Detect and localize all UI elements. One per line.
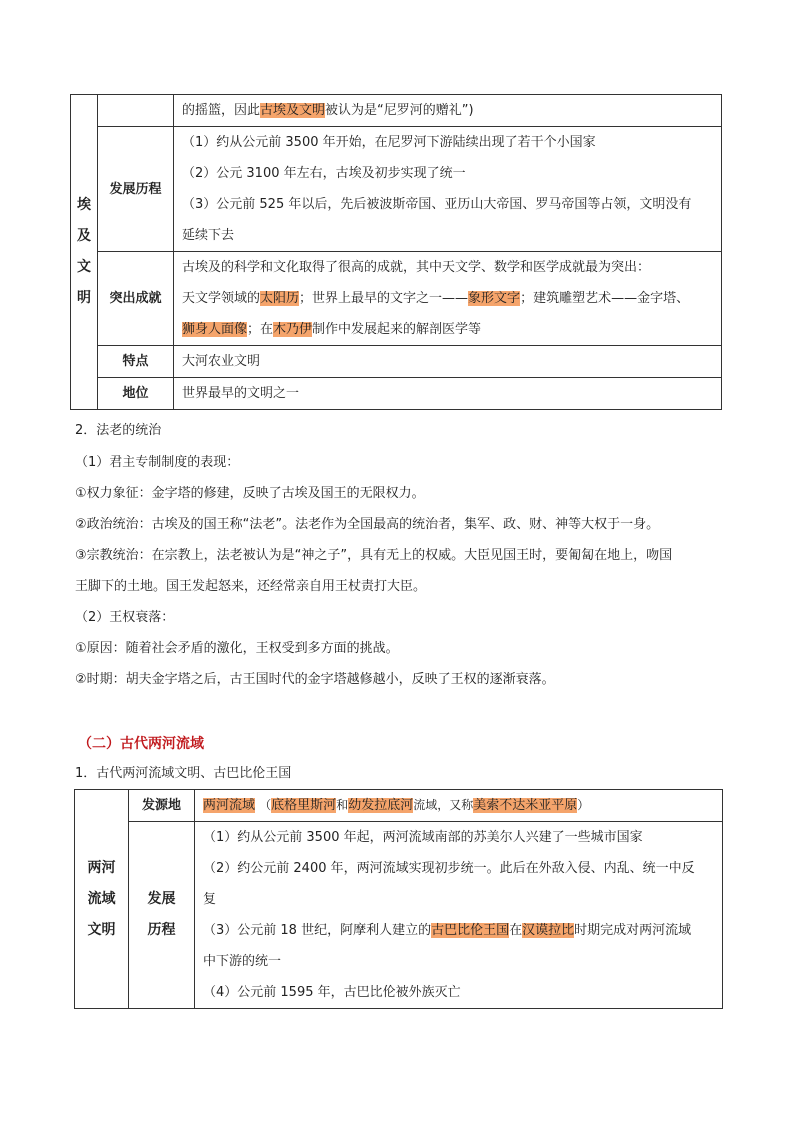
- subheading-decline: （2）王权衰落：: [75, 610, 175, 625]
- history-label: 发展 历程: [129, 822, 195, 1009]
- section-heading-mesopotamia: （二）古代两河流域: [78, 736, 204, 752]
- paragraph-religious-rule-cont: 王脚下的土地。国王发起怒来，还经常亲自用王杖责打大臣。: [75, 579, 427, 594]
- mesopotamia-table: [74, 789, 723, 1009]
- subheading-autocracy: （1）君主专制制度的表现：: [75, 455, 240, 470]
- feature-value: 大河农业文明: [174, 346, 722, 378]
- mesopotamia-side-label: 两河 流域 文明: [75, 790, 129, 1009]
- egypt-side-label: 埃 及 文 明: [71, 95, 98, 410]
- origin-cont-cell: 的摇篮，因此古埃及文明被认为是“尼罗河的赠礼”): [174, 95, 722, 127]
- history-cell: （1）约从公元前 3500 年起，两河流域南部的苏美尔人兴建了一些城市国家 （2）约公元前 2400 年，两河流域实现初步统一。此后在外敌入侵、内乱、统一中反 复 （3）公元前 18 世纪，阿摩利人建立的古巴比伦王国在汉谟拉比时期完成对两河流域 中下游的统一 （4）公元前 1595 年，古巴比伦被外族灭亡: [195, 822, 723, 1009]
- achievement-cell: 古埃及的科学和文化取得了很高的成就，其中天文学、数学和医学成就最为突出： 天文学领域的太阳历；世界上最早的文字之一——象形文字；建筑雕塑艺术——金字塔、 狮身人面像；在木乃伊制作中发展起来的解剖医学等: [174, 252, 722, 346]
- status-label: 地位: [98, 378, 174, 410]
- development-cell: （1）约从公元前 3500 年开始，在尼罗河下游陆续出现了若干个小国家 （2）公元 3100 年左右，古埃及初步实现了统一 （3）公元前 525 年以后，先后被波斯帝国、亚历山大帝国、罗马帝国等占领，文明没有 延续下去: [174, 127, 722, 252]
- status-value: 世界最早的文明之一: [174, 378, 722, 410]
- section-title-pharaoh: 2．法老的统治: [75, 423, 162, 438]
- achievement-label: 突出成就: [98, 252, 174, 346]
- paragraph-religious-rule: ③宗教统治：在宗教上，法老被认为是“神之子”，具有无上的权威。大臣见国王时，要匍匐在地上，吻国: [75, 548, 673, 563]
- egypt-civilization-table: [70, 94, 722, 410]
- origin-cell: 两河流域 （底格里斯河和幼发拉底河流域，又称美索不达米亚平原）: [195, 790, 723, 822]
- origin-label: 发源地: [129, 790, 195, 822]
- paragraph-political-rule: ②政治统治：古埃及的国王称“法老”。法老作为全国最高的统治者，集军、政、财、神等大权于一身。: [75, 517, 660, 532]
- paragraph-decline-cause: ①原因：随着社会矛盾的激化，王权受到多方面的挑战。: [75, 641, 399, 656]
- paragraph-power-symbol: ①权力象征：金字塔的修建，反映了古埃及国王的无限权力。: [75, 486, 425, 501]
- feature-label: 特点: [98, 346, 174, 378]
- paragraph-decline-period: ②时期：胡夫金字塔之后，古王国时代的金字塔越修越小，反映了王权的逐渐衰落。: [75, 672, 555, 687]
- development-label: 发展历程: [98, 127, 174, 252]
- empty-label-cell: [98, 95, 174, 127]
- subtitle-babylon: 1．古代两河流域文明、古巴比伦王国: [75, 766, 292, 781]
